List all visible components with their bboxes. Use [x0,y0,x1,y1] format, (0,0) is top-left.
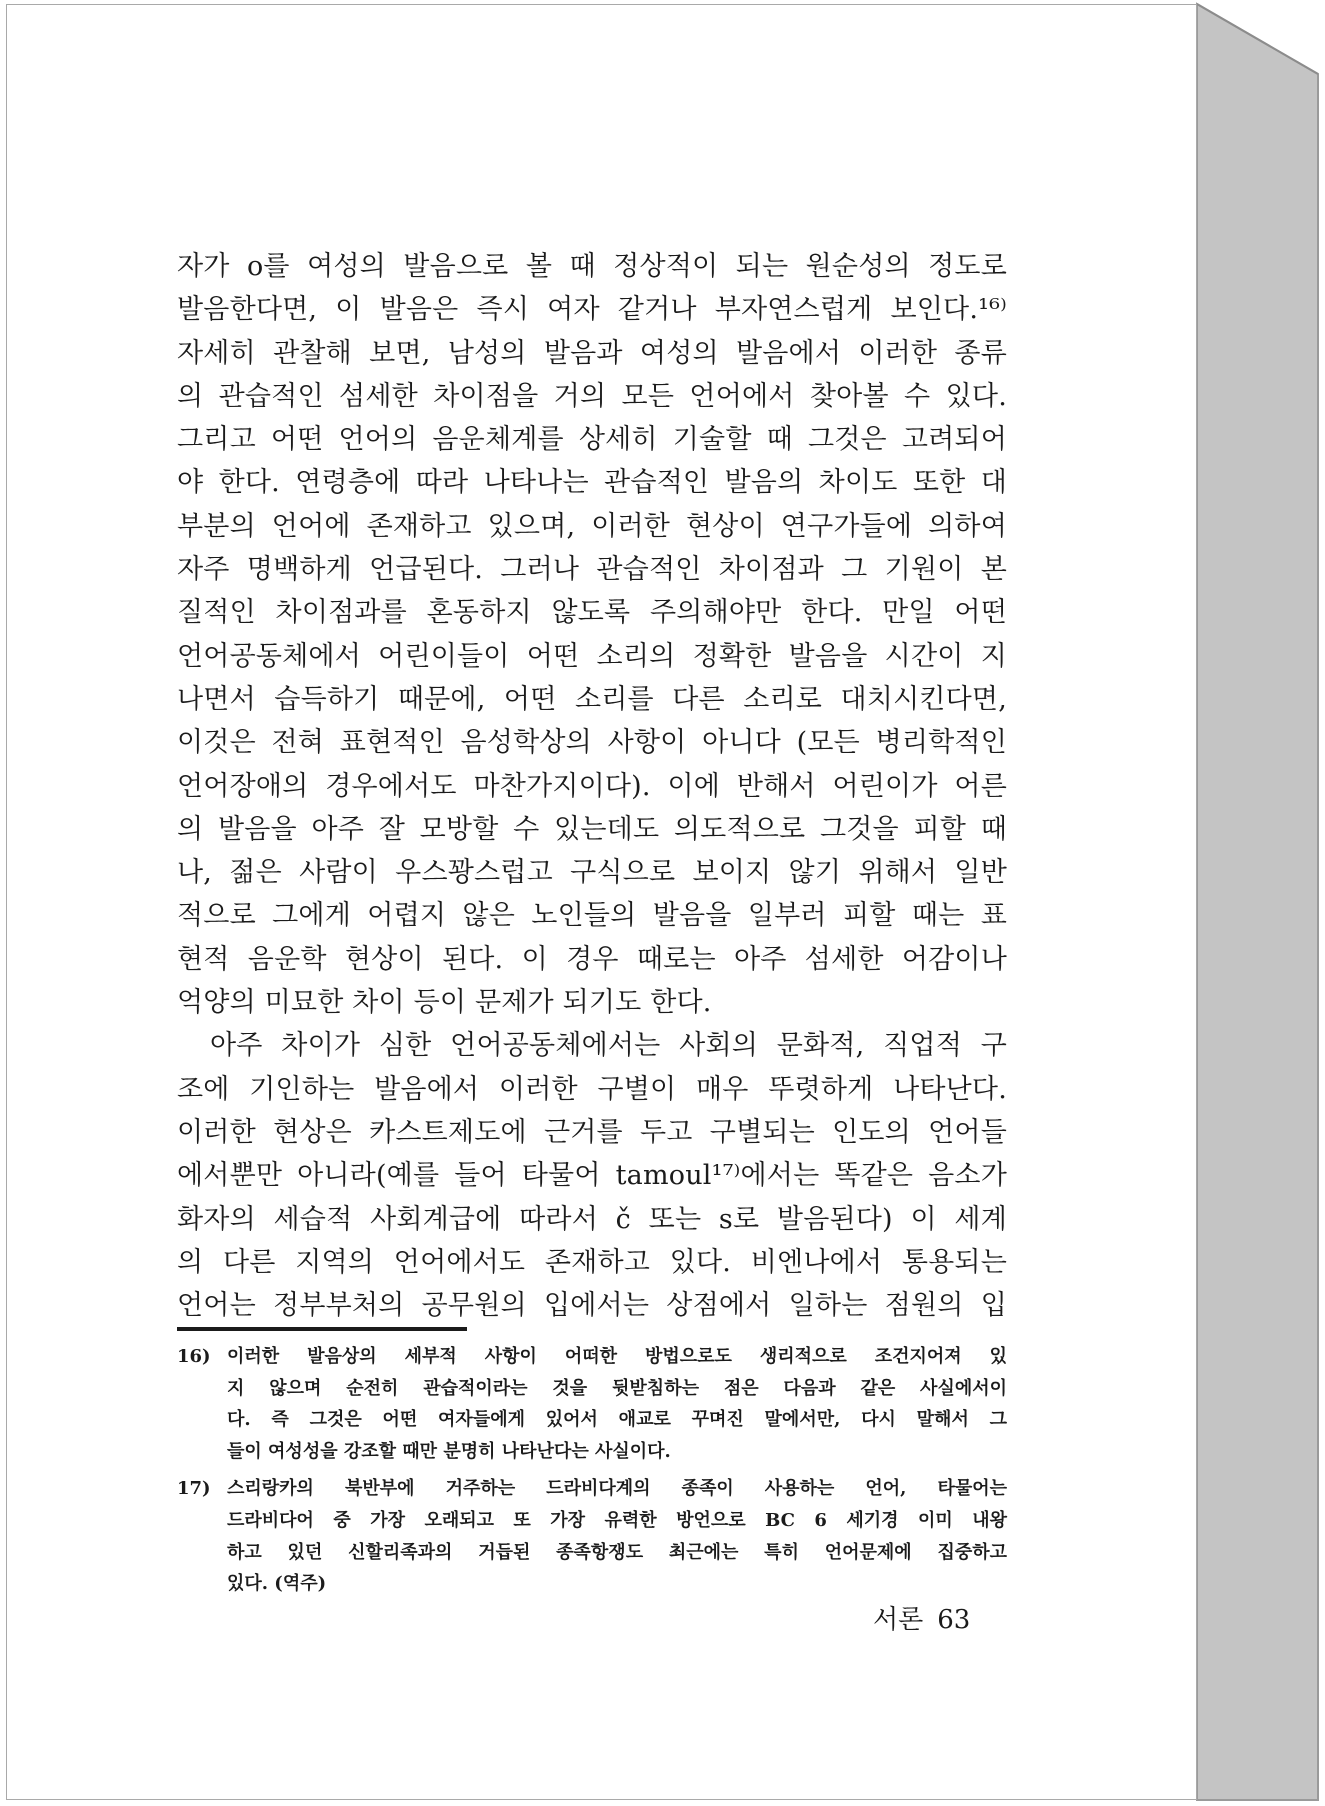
footnote-16 [177,1341,1007,1467]
footnote-line: 지 않으며 순전히 관습적이라는 것을 뒷받침하는 점은 다음과 같은 사실에서이 [227,1377,1007,1399]
text-line: 자가 o를 여성의 발음으로 볼 때 정상적이 되는 원순성의 정도로 [177,251,1007,282]
footnote-line: 들이 여성성을 강조할 때만 분명히 나타난다는 사실이다. [227,1440,671,1462]
footnote-divider [177,1327,467,1331]
paragraph-first-line: 아주 차이가 심한 언어공동체에서는 사회의 문화적, 직업적 구 [210,1030,1007,1062]
text-line: 야 한다. 연령층에 따라 나타나는 관습적인 발음의 차이도 또한 대 [177,467,1007,499]
footnote-17 [177,1473,1007,1599]
text-line: 자주 명백하게 언급된다. 그러나 관습적인 차이점과 그 기원이 본 [177,554,1007,586]
footnote-text: 이러한 발음상의 세부적 사항이 어떠한 방법으로도 생리적으로 조건지어져 있 [227,1346,1007,1367]
text-line: 언어장애의 경우에서도 마찬가지이다). 이에 반해서 어린이가 어른 [177,770,1007,802]
footnote-line: 다. 즉 그것은 어떤 여자들에게 있어서 애교로 꾸며진 말에서만, 다시 말해서 그 [227,1409,1007,1431]
text-line: 그리고 어떤 언어의 음운체계를 상세히 기술할 때 그것은 고려되어 [177,424,1007,456]
text-line: 조에 기인하는 발음에서 이러한 구별이 매우 뚜렷하게 나타난다. [177,1073,1007,1105]
footnote-line: 하고 있던 신할리족과의 거듭된 종족항쟁도 최근에는 특히 언어문제에 집중하고 [227,1541,1007,1563]
page-footer [873,1603,970,1637]
text-line: 현적 음운학 현상이 된다. 이 경우 때로는 아주 섬세한 어감이나 [177,943,1007,975]
text-line: 화자의 세습적 사회계급에 따라서 č 또는 s로 발음된다) 이 세계 [177,1203,1007,1235]
text-line: 자세히 관찰해 보면, 남성의 발음과 여성의 발음에서 이러한 종류 [177,337,1007,369]
book-page [6,4,1197,1800]
page-number: 63 [937,1605,971,1635]
text-line: 의 다른 지역의 언어에서도 존재하고 있다. 비엔나에서 통용되는 [177,1246,1007,1278]
footnotes [177,1341,1007,1606]
text-line: 나, 젊은 사람이 우스꽝스럽고 구식으로 보이지 않기 위해서 일반 [177,857,1007,889]
text-line: 언어공동체에서 어린이들이 어떤 소리의 정확한 발음을 시간이 지 [177,640,1007,672]
text-line: 이것은 전혀 표현적인 음성학상의 사항이 아니다 (모든 병리학적인 [177,727,1007,759]
footnote-number: 16) [177,1346,211,1367]
text-line: 억양의 미묘한 차이 등이 문제가 되기도 한다. [177,987,712,1019]
footnote-line [177,1341,1007,1373]
body-text [177,245,1007,1327]
text-line: 의 관습적인 섬세한 차이점을 거의 모든 언어에서 찾아볼 수 있다. [177,380,1007,412]
text-line: 나면서 습득하기 때문에, 어떤 소리를 다른 소리로 대치시킨다면, [177,683,1007,715]
text-line: 에서뿐만 아니라(예를 들어 타물어 tamoul¹⁷⁾에서는 똑같은 음소가 [177,1160,1007,1192]
text-line: 언어는 정부부처의 공무원의 입에서는 상점에서 일하는 점원의 입 [177,1290,1007,1322]
text-line: 부분의 언어에 존재하고 있으며, 이러한 현상이 연구가들에 의하여 [177,510,1007,542]
text-line: 질적인 차이점과를 혼동하지 않도록 주의해야만 한다. 만일 어떤 [177,597,1007,629]
footnote-text: 스리랑카의 북반부에 거주하는 드라비다계의 종족이 사용하는 언어, 타물어는 [227,1478,1007,1500]
footnote-line: 드라비다어 중 가장 오래되고 또 가장 유력한 방언으로 BC 6 세기경 이미 내왕 [227,1509,1007,1531]
text-line: 발음한다면, 이 발음은 즉시 여자 같거나 부자연스럽게 보인다.¹⁶⁾ [177,294,1007,326]
footnote-number: 17) [177,1478,211,1500]
footnote-line: 있다. (역주) [227,1573,327,1595]
running-section-title: 서론 [873,1605,924,1635]
footnote-line [177,1473,1007,1505]
text-line: 이러한 현상은 카스트제도에 근거를 두고 구별되는 인도의 언어들 [177,1116,1007,1148]
text-line: 적으로 그에게 어렵지 않은 노인들의 발음을 일부러 피할 때는 표 [177,900,1007,932]
text-line: 의 발음을 아주 잘 모방할 수 있는데도 의도적으로 그것을 피할 때 [177,813,1007,845]
